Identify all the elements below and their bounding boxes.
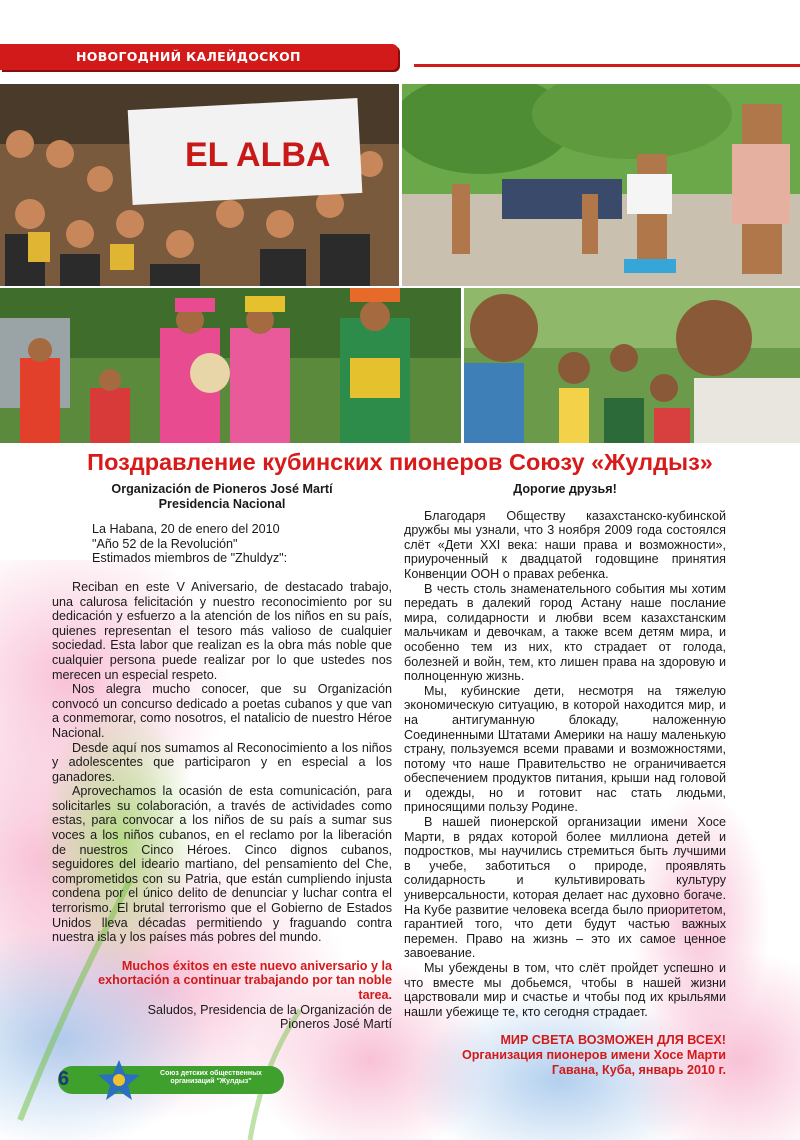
left-column-spanish xyxy=(52,482,392,1032)
right-column-russian xyxy=(404,482,726,1077)
org-name: Organización de Pioneros José Martí xyxy=(111,482,333,496)
photo-street-game xyxy=(402,84,800,286)
letter-greeting: Estimados miembros de "Zhuldyz": xyxy=(92,551,288,566)
letter-greeting-ru: Дорогие друзья! xyxy=(513,482,617,496)
letter-body xyxy=(52,580,392,945)
body-paragraph: Aprovechamos la ocasión de esta comunicación, para solicitarles su colaboración, a través de actividades como estas, para convocar a los niños de su país a sumar sus voces a los niños cubanos, en el reclamo por la liberación de nuestros Cinco Héroes. Cinco dignos cubanos, seguidores del ideario martiano, del pensamiento del Che, comprometidos con su Patria, que están cumpliendo injusta condena por el único delito de denunciar y luchar contra el terrorismo. El brutal terrorismo que el Gobierno de Estados Unidos lleva décadas permitiendo y fraguando contra nuestra isla y los países más pobres del mundo. xyxy=(52,784,392,945)
article-title: Поздравление кубинских пионеров Союзу «Жулдыз» xyxy=(87,449,713,475)
closing-place-date: Гавана, Куба, январь 2010 г. xyxy=(551,1062,726,1077)
banner-text: EL ALBA xyxy=(185,136,331,174)
footer-org-name: Союз детских общественных организаций "Жулдыз" xyxy=(160,1070,262,1085)
photo-children-group xyxy=(464,288,800,443)
closing-slogan: МИР СВЕТА ВОЗМОЖЕН ДЛЯ ВСЕХ! xyxy=(500,1033,726,1048)
closing-organization: Организация пионеров имени Хосе Марти xyxy=(461,1047,726,1062)
year-motto: "Año 52 de la Revolución" xyxy=(92,536,238,551)
page-number: 6 xyxy=(58,1068,70,1090)
body-paragraph-ru: В нашей пионерской организации имени Хосе Марти, в рядах которой более миллиона детей и подростков, мы научились стремиться быть лучшими в учебе, заботиться о природе, проявлять солидарность и культивировать культуру универсальности, которая делает нас духовно богаче. На Кубе развитие человека всегда было приоритетом, гарантией того, что дети будут частью важных перемен. Право на жизнь – это их самое ценное завоевание. xyxy=(404,815,726,961)
place-date: La Habana, 20 de enero del 2010 xyxy=(92,522,280,537)
body-paragraph-ru: Мы, кубинские дети, несмотря на тяжелую экономическую ситуацию, в которой находится мир, и на антигуманную блокаду, наложенную Соединенными Штатами Америки на нашу маленькую страну, пользуемся всеми правами и возможностями, потому что наше Правительство не ограничивается обеспечением продуктов питания, крыши над головой и одежды, но и готовит нас стать людьми, приносящими пользу Родине. xyxy=(404,683,726,815)
body-paragraph: Desde aquí nos sumamos al Reconocimiento a los niños y adolescentes que participaron y en especial a los ganadores. xyxy=(52,740,392,784)
signature-line-2: Pioneros José Martí xyxy=(280,1017,392,1032)
body-paragraph: Nos alegra mucho conocer, que su Organización convocó un concurso dedicado a poetas cubanos y que van a conmemorar, como nosotros, el natalicio de nuestro Héroe Nacional. xyxy=(52,682,392,740)
photo-carnival-drum xyxy=(0,288,461,443)
body-paragraph-ru: Мы убеждены в том, что слёт пройдет успешно и что вместе мы добьемся, чтобы в нашей жизни царствовали мир и счастье и чтобы под их крыльями нашли убежище те, кто сегодня страдает. xyxy=(404,961,726,1019)
signature-line-1: Saludos, Presidencia de la Organización de xyxy=(147,1002,392,1017)
photo-banner-crowd xyxy=(0,84,399,286)
body-paragraph-ru: В честь столь знаменательного события мы хотим передать в далекий город Астану наше послание мира, солидарности и любви всем казахстанским мальчикам и девочкам, а также всем детям мира, и особенно тем из них, кто страдает от голода, болезней и войн, тем, кто лишен права на здоровую и полноценную жизнь. xyxy=(404,581,726,684)
section-title: НОВОГОДНИЙ КАЛЕЙДОСКОП xyxy=(76,49,301,64)
body-paragraph: Reciban en este V Aniversario, de destacado trabajo, una calurosa felicitación y nuestro reconocimiento por su dedicación y esfuerzo a la atención de los niños en su país, quienes representan el tesoro más valioso de cualquier sociedad. Esta labor que realizan es la obra más noble que cualquier persona puede realizar por lo que ustedes nos merecen un especial respeto. xyxy=(52,579,392,682)
org-presidency: Presidencia Nacional xyxy=(158,496,286,511)
closing-wishes: Muchos éxitos en este nuevo aniversario y la exhortación a continuar trabajando por tan noble tarea. xyxy=(98,958,392,1002)
body-paragraph-ru: Благодаря Обществу казахстанско-кубинской дружбы мы узнали, что 3 ноября 2009 года состоялся слёт «Дети XXI века: наши права и возможности», приуроченный к двадцатой годовщине принятия Конвенции ООН о правах ребенка. xyxy=(404,508,726,581)
letter-body-ru xyxy=(404,509,726,1020)
zhuldyz-star-logo xyxy=(96,1058,142,1102)
header-rule xyxy=(414,64,800,67)
